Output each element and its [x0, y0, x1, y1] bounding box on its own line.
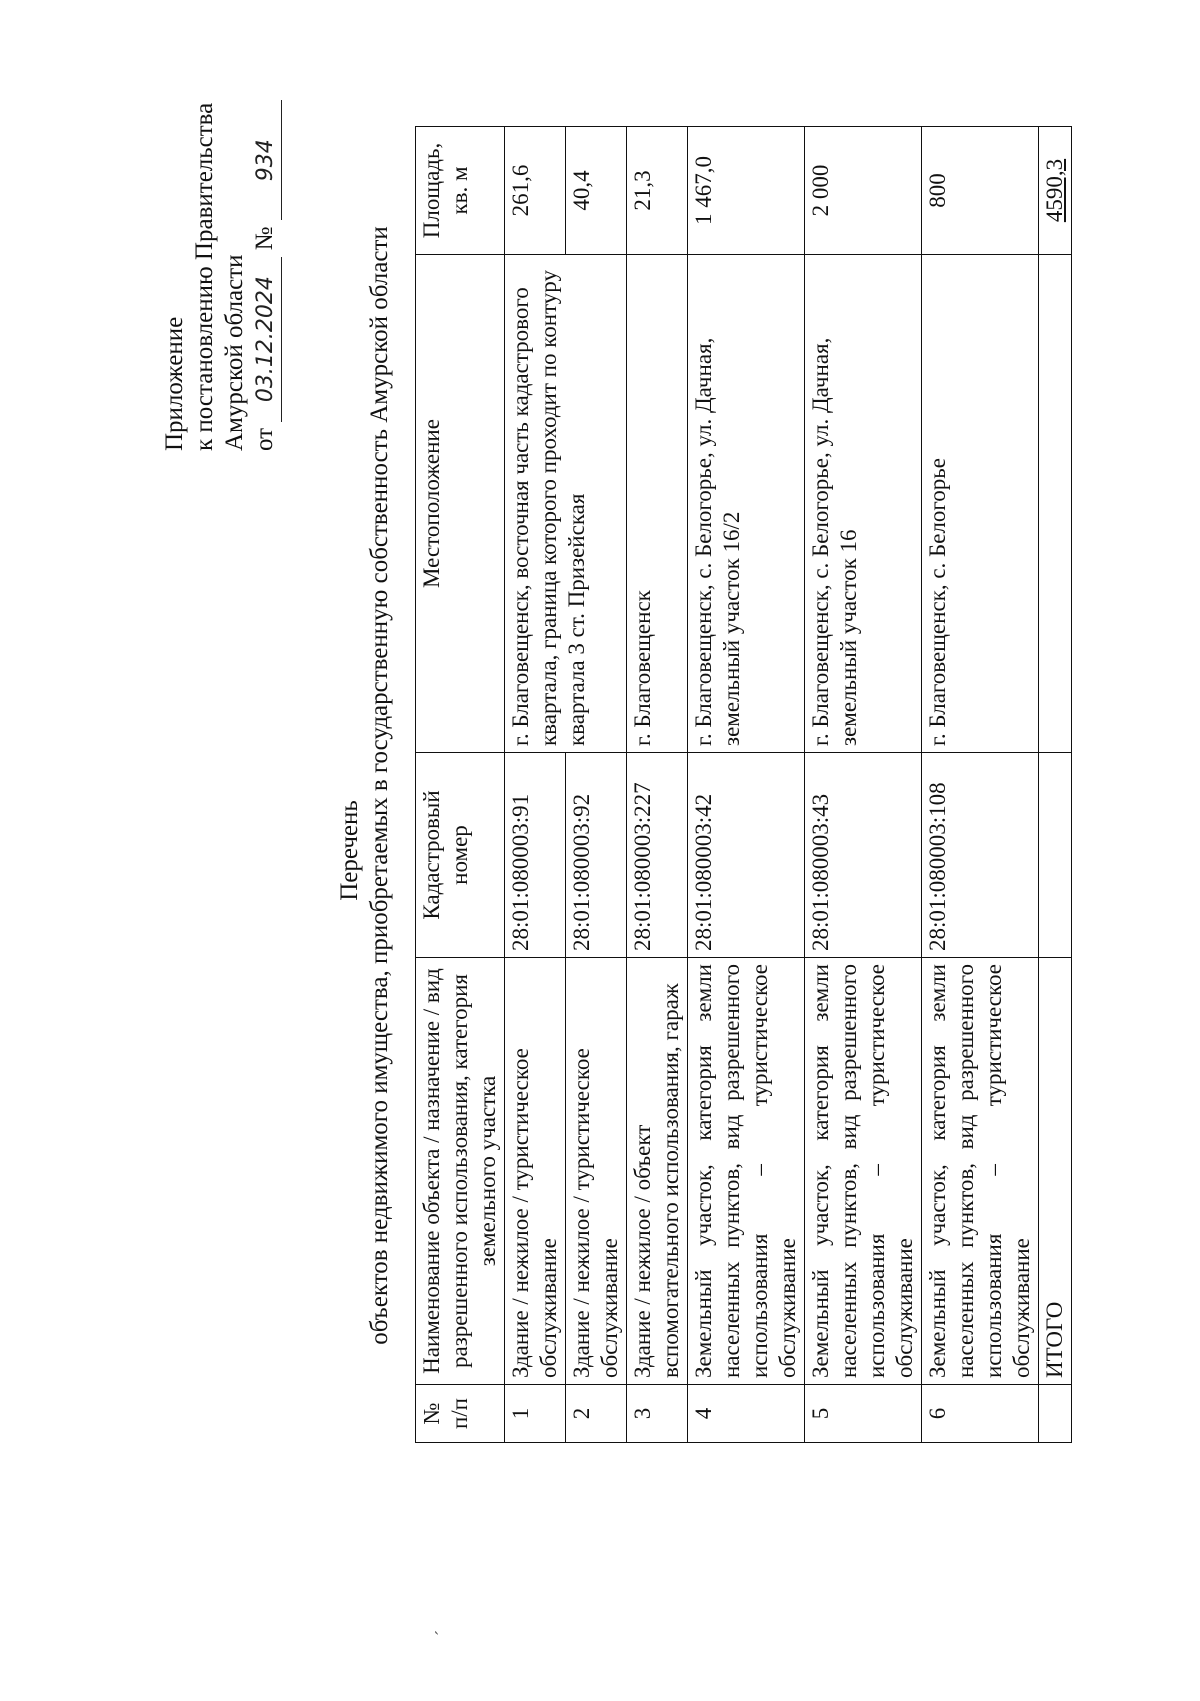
row-num: 6 [922, 1385, 1039, 1443]
row-location: г. Благовещенск, с. Белогорье [922, 255, 1039, 753]
row-area: 21,3 [627, 127, 688, 255]
table-row [505, 127, 566, 1443]
row-name: Земельный участок, категория земли населенных пунктов, вид разрешенного использования – туристическое обслуживание [688, 958, 805, 1385]
appendix-region: Амурской области [221, 254, 248, 451]
row-name: Здание / нежилое / туристическое обслуживание [505, 958, 566, 1385]
row-cadastral: 28:01:080003:227 [627, 753, 688, 958]
total-location-empty [1039, 255, 1072, 753]
row-cadastral: 28:01:080003:42 [688, 753, 805, 958]
row-num: 4 [688, 1385, 805, 1443]
row-area: 261,6 [505, 127, 566, 255]
date-field [250, 257, 282, 422]
appendix-title: Приложение [161, 316, 188, 451]
date-prefix: от [251, 427, 278, 451]
table-header-row [416, 127, 505, 1443]
row-name: Земельный участок, категория земли населенных пунктов, вид разрешенного использования – туристическое обслуживание [922, 958, 1039, 1385]
document-subheading: объектов недвижимого имущества, приобретаемых в государственную собственность Амурской области [366, 226, 393, 1345]
scan-speck: ´ [432, 1630, 452, 1636]
row-num: 1 [505, 1385, 566, 1443]
row-cadastral: 28:01:080003:108 [922, 753, 1039, 958]
total-area: 4590,3 [1039, 127, 1072, 255]
property-table [415, 126, 1072, 1443]
table-row [688, 127, 805, 1443]
header-cadastral: Кадастровый номер [416, 753, 505, 958]
row-area: 1 467,0 [688, 127, 805, 255]
row-location: г. Благовещенск, с. Белогорье, ул. Дачная, земельный участок 16 [805, 255, 922, 753]
date-value: 03.12.2024 [253, 276, 278, 403]
row-name: Здание / нежилое / объект вспомогательного использования, гараж [627, 958, 688, 1385]
header-name: Наименование объекта / назначение / вид разрешенного использования, категория земельного участка [416, 958, 505, 1385]
row-name: Земельный участок, категория земли населенных пунктов, вид разрешенного использования – туристическое обслуживание [805, 958, 922, 1385]
row-cadastral: 28:01:080003:92 [566, 753, 627, 958]
row-num: 2 [566, 1385, 627, 1443]
header-area: Площадь, кв. м [416, 127, 505, 255]
row-area: 40,4 [566, 127, 627, 255]
row-location: г. Благовещенск [627, 255, 688, 753]
appendix-date-line [250, 100, 282, 451]
table-row [805, 127, 922, 1443]
number-value: 934 [253, 139, 278, 182]
total-num-empty [1039, 1385, 1072, 1443]
row-cadastral: 28:01:080003:91 [505, 753, 566, 958]
table-row [922, 127, 1039, 1443]
row-num: 3 [627, 1385, 688, 1443]
table-total-row [1039, 127, 1072, 1443]
document-heading: Перечень [336, 800, 363, 901]
row-area: 800 [922, 127, 1039, 255]
row-name: Здание / нежилое / туристическое обслуживание [566, 958, 627, 1385]
table-row [627, 127, 688, 1443]
title-block [335, 0, 395, 1701]
total-label: ИТОГО [1039, 958, 1072, 1385]
number-prefix: № [251, 226, 278, 251]
row-area: 2 000 [805, 127, 922, 255]
appendix-block [160, 100, 282, 451]
header-num: № п/п [416, 1385, 505, 1443]
appendix-resolution: к постановлению Правительства [191, 102, 218, 451]
row-num: 5 [805, 1385, 922, 1443]
row-location: г. Благовещенск, с. Белогорье, ул. Дачная, земельный участок 16/2 [688, 255, 805, 753]
total-cadastral-empty [1039, 753, 1072, 958]
row-location: г. Благовещенск, восточная часть кадастрового квартала, граница которого проходит по контуру квартала 3 ст. Призейская [505, 255, 627, 753]
number-field [250, 100, 282, 220]
row-cadastral: 28:01:080003:43 [805, 753, 922, 958]
header-location: Местоположение [416, 255, 505, 753]
